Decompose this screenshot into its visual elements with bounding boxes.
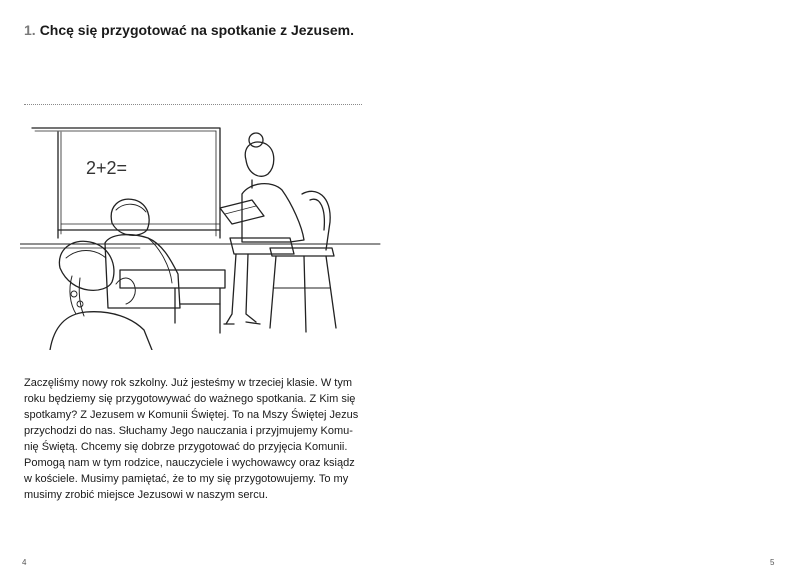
body-line: spotkamy? Z Jezusem w Komunii Świętej. To na Mszy Świętej Jezus (24, 409, 359, 421)
body-paragraph (24, 375, 369, 503)
body-line: przychodzi do nas. Słuchamy Jego nauczania i przyjmujemy Komu- (24, 425, 353, 437)
exercise-number: 1. (24, 22, 36, 38)
student-boy (105, 199, 180, 308)
page-number-left: 4 (22, 558, 27, 567)
classroom-illustration (20, 118, 385, 350)
body-line: nię Świętą. Chcemy się dobrze przygotować do przyjęcia Komunii. (24, 441, 348, 453)
exercise-title: Chcę się przygotować na spotkanie z Jezusem. (39, 22, 355, 38)
student-girl (50, 241, 152, 350)
chalkboard-equation: 2+2= (86, 158, 128, 178)
body-line: Pomogą nam w tym rodzice, nauczyciele i wychowawcy oraz ksiądz (24, 457, 355, 469)
teacher-chair (270, 191, 336, 332)
answer-line[interactable] (24, 104, 362, 105)
exercise-heading (24, 22, 354, 38)
body-line: roku będziemy się przygotowywać do ważnego spotkania. Z Kim się (24, 393, 356, 405)
page-number-right: 5 (770, 558, 775, 567)
body-line: musimy zrobić miejsce Jezusowi w naszym sercu. (24, 489, 268, 501)
body-line: w kościele. Musimy pamiętać, że to my się przygotowujemy. To my (24, 473, 349, 485)
body-line: Zaczęliśmy nowy rok szkolny. Już jesteśmy w trzeciej klasie. W tym (24, 377, 353, 389)
teacher (220, 133, 304, 324)
chalkboard (32, 128, 220, 238)
